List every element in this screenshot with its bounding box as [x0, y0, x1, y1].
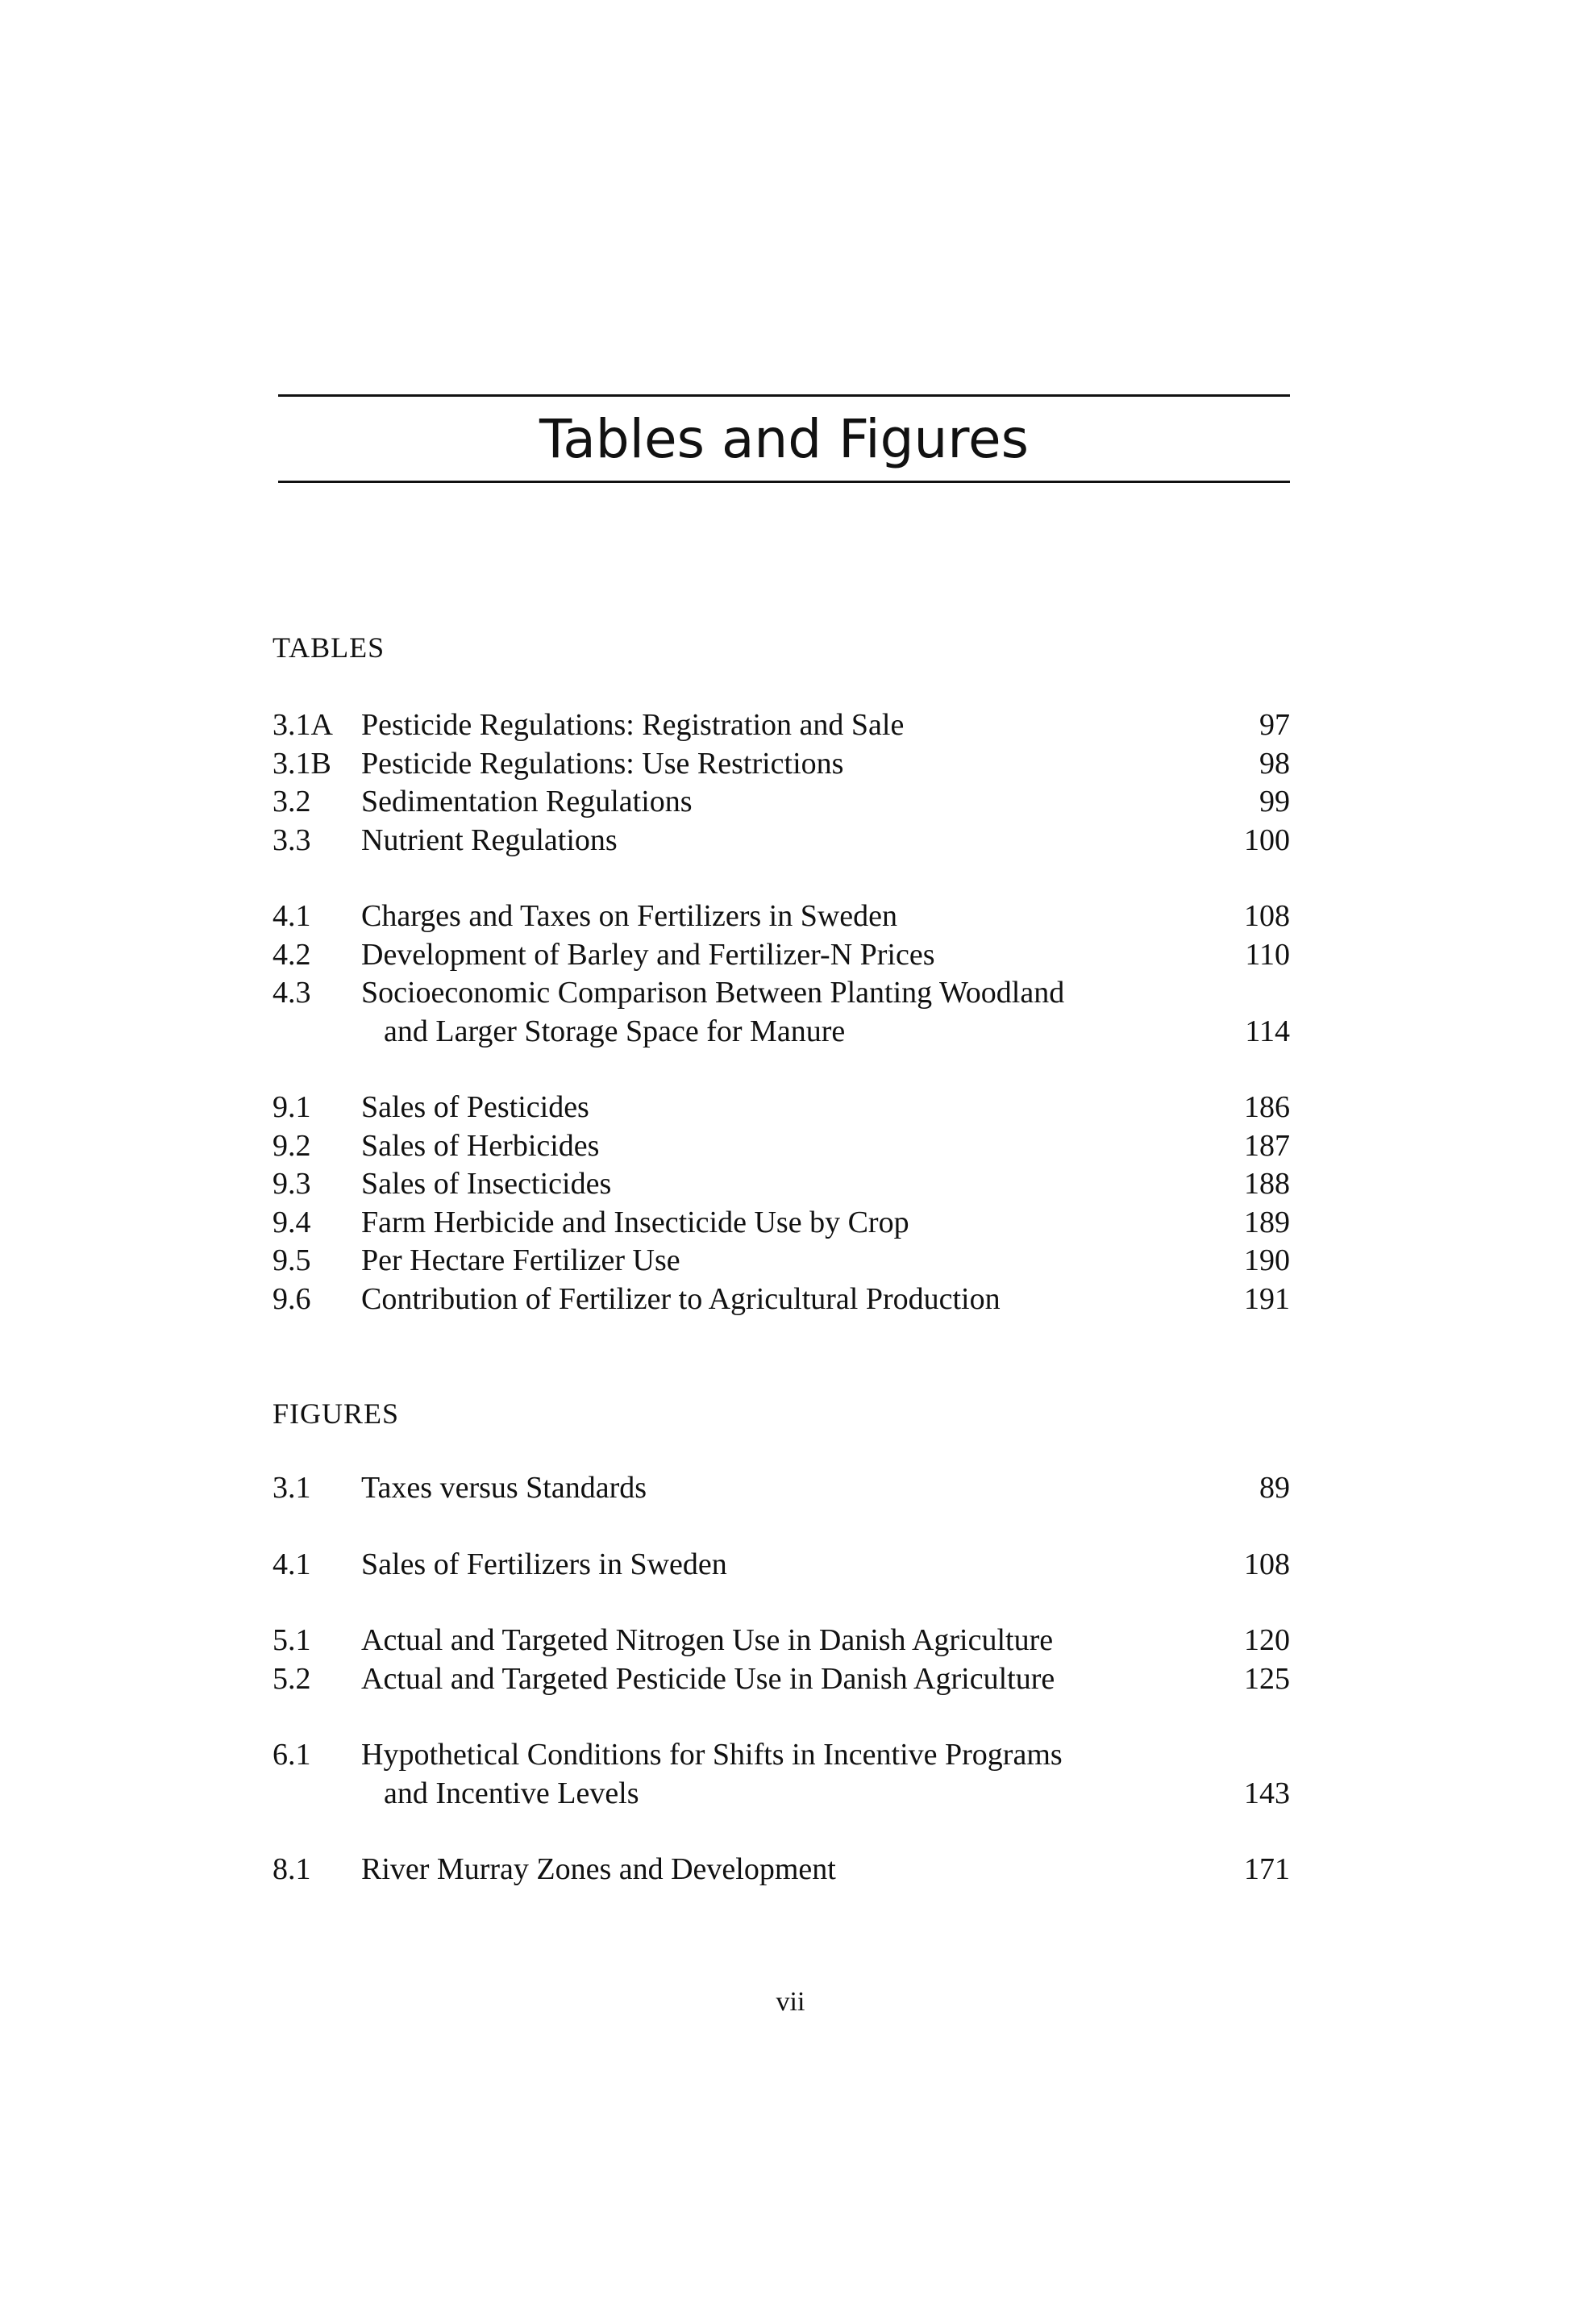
- entry-page-number: 143: [1244, 1776, 1290, 1810]
- entry-label-text: Actual and Targeted Pesticide Use in Danish Agriculture: [361, 1661, 1055, 1696]
- entry-page-number: 186: [1244, 1090, 1290, 1124]
- entry-label: [361, 783, 1193, 822]
- tables-list: [273, 706, 1290, 1318]
- tables-group: [273, 706, 1290, 860]
- entry-label-text: Charges and Taxes on Fertilizers in Sweden: [361, 899, 898, 933]
- entry-page-number: 120: [1244, 1623, 1290, 1657]
- toc-entry: [273, 1281, 1290, 1319]
- entry-label-text: Socioeconomic Comparison Between Planting Woodland: [361, 976, 1065, 1010]
- toc-entry: [273, 1546, 1290, 1585]
- entry-label-text: Nutrient Regulations: [361, 823, 618, 857]
- entry-number: 4.1: [273, 1547, 311, 1581]
- entry-number: 3.1: [273, 1471, 311, 1505]
- figures-group: [273, 1622, 1290, 1698]
- page-title: Tables and Figures: [539, 408, 1030, 470]
- entry-number: 8.1: [273, 1852, 311, 1886]
- toc-entry: [273, 745, 1290, 784]
- top-rule: [278, 394, 1290, 397]
- tables-group: [273, 1089, 1290, 1318]
- entry-label: [361, 1165, 1193, 1204]
- entry-label: [361, 745, 1193, 784]
- entry-page-number: 108: [1244, 899, 1290, 933]
- figures-group: [273, 1469, 1290, 1508]
- entry-label-text: Sales of Insecticides: [361, 1167, 612, 1201]
- entry-label: [361, 1281, 1193, 1319]
- entry-page-number: 100: [1244, 823, 1290, 857]
- toc-entry: [273, 1736, 1290, 1813]
- title-block: [278, 394, 1290, 483]
- toc-entry: [273, 1469, 1290, 1508]
- entry-number: 3.2: [273, 785, 311, 818]
- entry-label-text: Taxes versus Standards: [361, 1471, 647, 1505]
- entry-number: 9.5: [273, 1243, 311, 1277]
- entry-number: 9.6: [273, 1281, 311, 1316]
- entry-label: [361, 1204, 1193, 1243]
- entry-label-text: Sales of Herbicides: [361, 1128, 600, 1163]
- entry-page-number: 187: [1244, 1128, 1290, 1163]
- entry-label: [361, 1660, 1193, 1699]
- figures-group: [273, 1546, 1290, 1585]
- entry-label: [361, 974, 1193, 1051]
- toc-entry: [273, 1660, 1290, 1699]
- entry-label-text: Sedimentation Regulations: [361, 785, 693, 818]
- entry-label: [361, 1242, 1193, 1281]
- toc-entry: [273, 1622, 1290, 1660]
- entry-number: 9.1: [273, 1090, 311, 1124]
- entry-label-text: Farm Herbicide and Insecticide Use by Crop: [361, 1205, 909, 1239]
- entry-label: [361, 1469, 1193, 1508]
- entry-number: 9.2: [273, 1128, 311, 1163]
- toc-entry: [273, 1089, 1290, 1127]
- toc-entry: [273, 1204, 1290, 1243]
- entry-page-number: 99: [1259, 785, 1290, 818]
- entry-label-continuation: and Larger Storage Space for Manure: [384, 1014, 846, 1048]
- entry-label: [361, 936, 1193, 975]
- entry-label: [361, 898, 1193, 936]
- entry-label: [361, 1127, 1193, 1166]
- entry-number: 4.1: [273, 899, 311, 933]
- entry-label-text: Actual and Targeted Nitrogen Use in Danish Agriculture: [361, 1623, 1054, 1657]
- entry-number: 6.1: [273, 1738, 311, 1772]
- entry-page-number: 114: [1245, 1014, 1290, 1048]
- figures-list: [273, 1469, 1290, 1889]
- entry-number: 4.3: [273, 976, 311, 1010]
- figures-group: [273, 1851, 1290, 1889]
- entry-page-number: 188: [1244, 1167, 1290, 1201]
- entry-page-number: 191: [1244, 1281, 1290, 1316]
- toc-entry: [273, 1165, 1290, 1204]
- toc-entry: [273, 1127, 1290, 1166]
- toc-entry: [273, 1851, 1290, 1889]
- toc-entry: [273, 1242, 1290, 1281]
- entry-number: 5.1: [273, 1623, 311, 1657]
- entry-page-number: 89: [1259, 1471, 1290, 1505]
- toc-entry: [273, 974, 1290, 1051]
- entry-page-number: 98: [1259, 746, 1290, 781]
- entry-label-text: Sales of Pesticides: [361, 1090, 589, 1124]
- entry-label: [361, 1622, 1193, 1660]
- entry-page-number: 171: [1244, 1852, 1290, 1886]
- entry-label-text: Contribution of Fertilizer to Agricultural Production: [361, 1281, 1001, 1316]
- entry-label-text: Sales of Fertilizers in Sweden: [361, 1547, 727, 1581]
- entry-label-continuation: and Incentive Levels: [384, 1776, 639, 1810]
- entry-label-text: Pesticide Regulations: Registration and Sale: [361, 708, 905, 742]
- entry-page-number: 189: [1244, 1205, 1290, 1239]
- entry-label: [361, 1851, 1193, 1889]
- toc-entry: [273, 822, 1290, 860]
- tables-heading: TABLES: [273, 631, 385, 664]
- toc-entry: [273, 706, 1290, 745]
- entry-page-number: 97: [1259, 708, 1290, 742]
- entry-label-text: Per Hectare Fertilizer Use: [361, 1243, 680, 1277]
- entry-page-number: 190: [1244, 1243, 1290, 1277]
- entry-page-number: 110: [1245, 937, 1290, 972]
- toc-entry: [273, 936, 1290, 975]
- entry-label: [361, 1089, 1193, 1127]
- entry-label-text: River Murray Zones and Development: [361, 1852, 836, 1886]
- page-folio: vii: [776, 1987, 805, 2017]
- entry-label: [361, 822, 1193, 860]
- entry-page-number: 125: [1244, 1661, 1290, 1696]
- tables-group: [273, 898, 1290, 1051]
- entry-label: [361, 706, 1193, 745]
- entry-number: 3.1A: [273, 708, 333, 742]
- entry-label: [361, 1736, 1193, 1813]
- entry-number: 4.2: [273, 937, 311, 972]
- entry-number: 3.3: [273, 823, 311, 857]
- entry-label-text: Hypothetical Conditions for Shifts in Incentive Programs: [361, 1738, 1063, 1772]
- figures-group: [273, 1736, 1290, 1813]
- entry-number: 9.4: [273, 1205, 311, 1239]
- entry-number: 5.2: [273, 1661, 311, 1696]
- entry-page-number: 108: [1244, 1547, 1290, 1581]
- entry-label-text: Pesticide Regulations: Use Restrictions: [361, 746, 844, 781]
- entry-label: [361, 1546, 1193, 1585]
- entry-number: 9.3: [273, 1167, 311, 1201]
- entry-number: 3.1B: [273, 746, 331, 781]
- figures-heading: FIGURES: [273, 1397, 400, 1430]
- toc-entry: [273, 898, 1290, 936]
- toc-entry: [273, 783, 1290, 822]
- bottom-rule: [278, 481, 1290, 483]
- entry-label-text: Development of Barley and Fertilizer-N Prices: [361, 937, 935, 972]
